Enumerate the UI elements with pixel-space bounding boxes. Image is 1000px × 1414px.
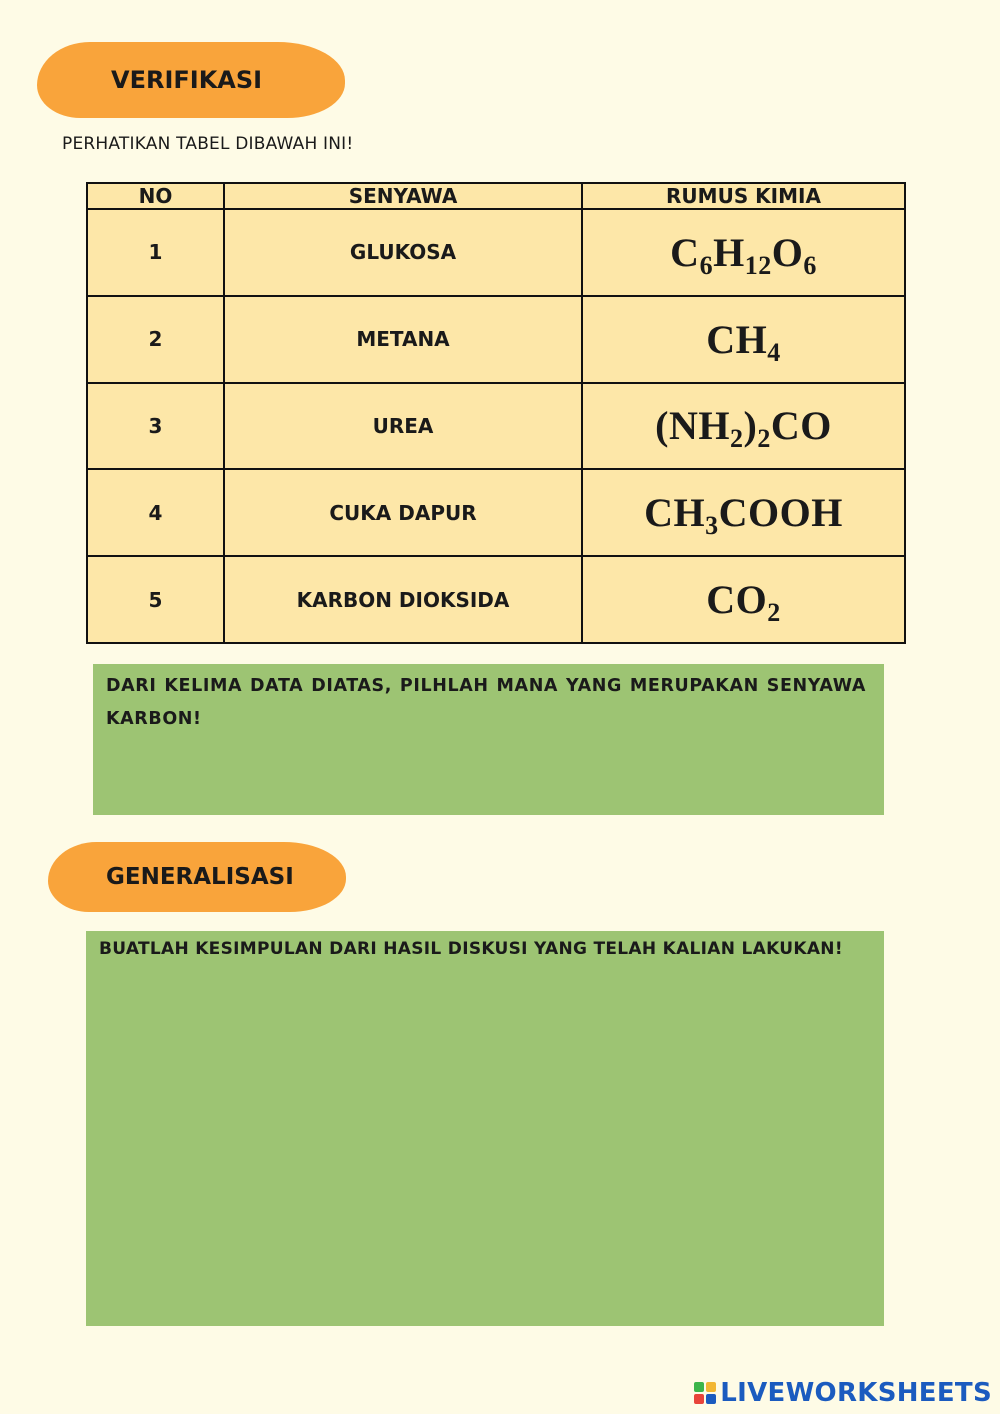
- cell-rumus-kimia: [582, 556, 905, 643]
- formula-subscript: 2: [767, 598, 781, 628]
- logo-square: [694, 1394, 704, 1404]
- header-senyawa: SENYAWA: [224, 183, 582, 209]
- formula-symbol: (NH: [655, 403, 730, 449]
- cell-no: 2: [87, 296, 224, 383]
- chemical-formula: [670, 229, 817, 280]
- formula-symbol: H: [713, 229, 745, 275]
- table-header-row: [87, 183, 905, 209]
- header-no: NO: [87, 183, 224, 209]
- cell-senyawa: GLUKOSA: [224, 209, 582, 296]
- chemical-formula: [706, 577, 781, 628]
- chemical-formula: [706, 316, 781, 367]
- formula-subscript: 6: [699, 250, 714, 280]
- table-row: [87, 209, 905, 296]
- table-row: [87, 296, 905, 383]
- formula-subscript: 2: [757, 424, 771, 454]
- formula-symbol: CH: [706, 316, 768, 362]
- cell-senyawa: UREA: [224, 383, 582, 470]
- table-row: [87, 469, 905, 556]
- formula-subscript: 12: [744, 250, 772, 280]
- table-row: [87, 383, 905, 470]
- formula-symbol: CO: [770, 403, 832, 449]
- cell-rumus-kimia: [582, 296, 905, 383]
- section-title-verifikasi: VERIFIKASI: [37, 42, 345, 118]
- cell-no: 3: [87, 383, 224, 470]
- generalisasi-question: BUATLAH KESIMPULAN DARI HASIL DISKUSI YANG TELAH KALIAN LAKUKAN!: [99, 939, 843, 959]
- logo-square: [706, 1394, 716, 1404]
- logo-square: [694, 1382, 704, 1392]
- formula-subscript: 2: [730, 424, 744, 454]
- cell-rumus-kimia: [582, 209, 905, 296]
- cell-senyawa: CUKA DAPUR: [224, 469, 582, 556]
- formula-symbol: C: [670, 229, 700, 275]
- cell-no: 4: [87, 469, 224, 556]
- verifikasi-question: DARI KELIMA DATA DIATAS, PILHLAH MANA YANG MERUPAKAN SENYAWA KARBON!: [106, 676, 866, 729]
- formula-symbol: COOH: [718, 490, 843, 536]
- formula-symbol: CO: [706, 577, 768, 623]
- cell-rumus-kimia: [582, 383, 905, 470]
- liveworksheets-logo-text: LIVEWORKSHEETS: [720, 1378, 992, 1408]
- cell-no: 1: [87, 209, 224, 296]
- formula-symbol: CH: [644, 490, 706, 536]
- liveworksheets-logo-icon: [694, 1382, 716, 1404]
- section-title-generalisasi: GENERALISASI: [48, 842, 346, 912]
- cell-senyawa: KARBON DIOKSIDA: [224, 556, 582, 643]
- formula-symbol: ): [743, 403, 758, 449]
- table-row: [87, 556, 905, 643]
- liveworksheets-logo[interactable]: [694, 1378, 992, 1408]
- chemical-formula: [655, 403, 832, 454]
- answer-box-generalisasi[interactable]: [86, 931, 884, 1326]
- formula-symbol: O: [771, 229, 804, 275]
- header-rumus-kimia: RUMUS KIMIA: [582, 183, 905, 209]
- compound-table: [86, 182, 906, 644]
- cell-senyawa: METANA: [224, 296, 582, 383]
- chemical-formula: [644, 490, 843, 541]
- formula-subscript: 6: [803, 250, 817, 280]
- answer-box-verifikasi[interactable]: [93, 664, 884, 815]
- formula-subscript: 3: [705, 511, 719, 541]
- cell-rumus-kimia: [582, 469, 905, 556]
- cell-no: 5: [87, 556, 224, 643]
- logo-square: [706, 1382, 716, 1392]
- table-instruction: PERHATIKAN TABEL DIBAWAH INI!: [62, 134, 354, 154]
- formula-subscript: 4: [767, 337, 781, 367]
